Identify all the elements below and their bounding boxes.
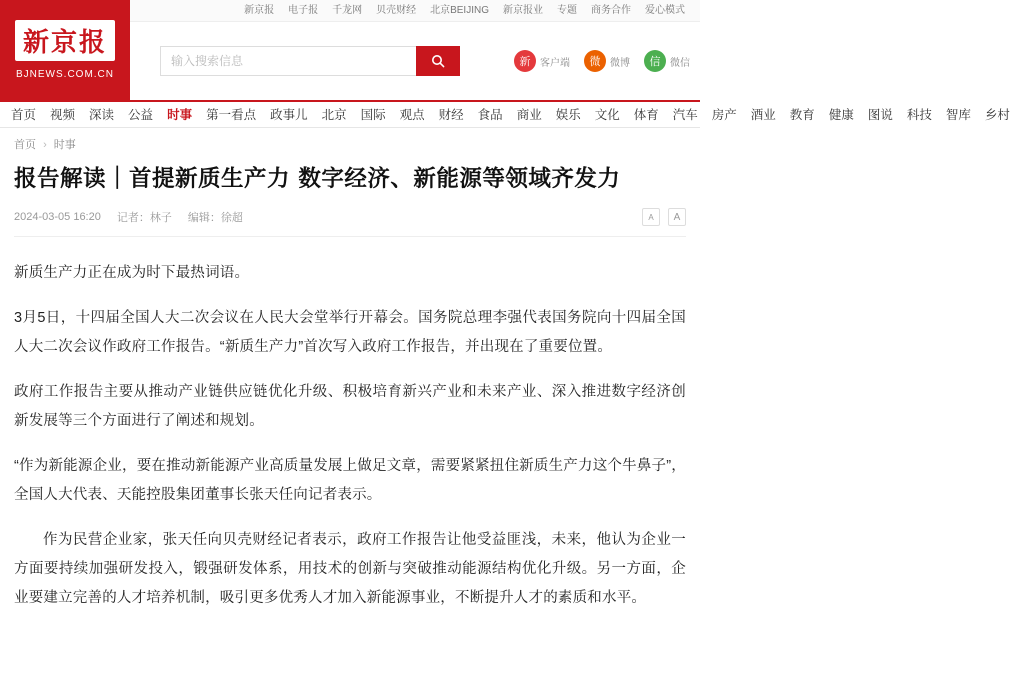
article-date: 2024-03-05 16:20	[14, 211, 101, 224]
breadcrumb-separator: ›	[43, 139, 47, 151]
article-author: 记者：林子	[116, 212, 172, 225]
article	[0, 164, 700, 613]
social-item-1[interactable]	[584, 50, 630, 72]
breadcrumb	[0, 128, 700, 152]
top-link-3[interactable]: 贝壳财经	[376, 4, 417, 16]
search-icon	[431, 54, 445, 68]
article-editor: 编辑：徐超	[187, 212, 243, 225]
social-badge-icon: 微	[584, 50, 606, 72]
nav-item-5[interactable]: 第一看点	[206, 107, 257, 122]
nav-item-16[interactable]: 汽车	[672, 107, 698, 122]
font-size-decrease-button[interactable]: A	[642, 208, 660, 226]
font-size-controls	[642, 208, 686, 226]
top-link-0[interactable]: 新京报	[244, 4, 275, 16]
top-link-6[interactable]: 专题	[557, 4, 577, 16]
nav-item-13[interactable]: 娱乐	[555, 107, 581, 122]
nav-item-23[interactable]: 智库	[945, 107, 971, 122]
nav-item-24[interactable]: 乡村	[984, 107, 1010, 122]
article-paragraph-3: “作为新能源企业，要在推动新能源产业高质量发展上做足文章，需要紧紧扭住新质生产力这个牛鼻子”，全国人大代表、天能控股集团董事长张天任向记者表示。	[14, 458, 686, 504]
site-logo[interactable]	[0, 0, 130, 100]
article-paragraph-1: 3月5日，十四届全国人大二次会议在人民大会堂举行开幕会。国务院总理李强代表国务院向十四届全国人大二次会议作政府工作报告。“新质生产力”首次写入政府工作报告，并出现在了重要位置。	[14, 310, 686, 356]
main-nav	[0, 100, 1010, 128]
site-logo-text: 新京报	[15, 20, 115, 61]
top-link-5[interactable]: 新京报业	[503, 4, 543, 16]
article-paragraph-4: 作为民营企业家，张天任向贝壳财经记者表示，政府工作报告让他受益匪浅，未来，他认为企业一方面要持续加强研发投入，锻强研发体系，用技术的创新与突破推动能源结构优化升级。另一方面，企业要建立完善的人才培养机制，吸引更多优秀人才加入新能源事业，不断提升人才的素质和水平。	[14, 532, 686, 607]
article-meta	[14, 208, 686, 237]
page-title: 报告解读｜首提新质生产力 数字经济、新能源等领域齐发力	[14, 166, 621, 192]
site-logo-url: BJNEWS.COM.CN	[16, 69, 114, 80]
nav-item-0[interactable]: 首页	[11, 107, 37, 122]
search-box[interactable]	[160, 46, 460, 76]
nav-item-1[interactable]: 视频	[50, 107, 76, 122]
article-body	[14, 237, 686, 613]
top-link-4[interactable]: 北京BEIJING	[430, 4, 489, 16]
top-link-1[interactable]: 电子报	[288, 4, 319, 16]
nav-item-9[interactable]: 观点	[399, 107, 425, 122]
nav-item-11[interactable]: 食品	[477, 107, 503, 122]
font-size-increase-button[interactable]: A	[668, 208, 686, 226]
article-paragraph-0: 新质生产力正在成为时下最热词语。	[14, 265, 250, 282]
nav-item-4[interactable]: 时事	[167, 107, 193, 122]
social-item-0[interactable]	[514, 50, 570, 72]
social-item-2[interactable]	[644, 50, 690, 72]
top-link-2[interactable]: 千龙网	[332, 4, 363, 16]
search-button[interactable]	[416, 46, 460, 76]
nav-item-2[interactable]: 深读	[89, 107, 115, 122]
breadcrumb-home[interactable]: 首页	[14, 139, 36, 151]
nav-item-21[interactable]: 图说	[867, 107, 893, 122]
nav-item-18[interactable]: 酒业	[750, 107, 776, 122]
nav-item-3[interactable]: 公益	[128, 107, 154, 122]
social-badge-icon: 信	[644, 50, 666, 72]
nav-item-10[interactable]: 财经	[438, 107, 464, 122]
nav-item-22[interactable]: 科技	[906, 107, 932, 122]
nav-item-8[interactable]: 国际	[360, 107, 386, 122]
nav-item-15[interactable]: 体育	[633, 107, 659, 122]
masthead	[130, 22, 700, 100]
social-label: 微信	[670, 57, 690, 69]
social-badge-icon: 新	[514, 50, 536, 72]
nav-item-17[interactable]: 房产	[711, 107, 737, 122]
nav-item-14[interactable]: 文化	[594, 107, 620, 122]
article-paragraph-2: 政府工作报告主要从推动产业链供应链优化升级、积极培育新兴产业和未来产业、深入推进数字经济创新发展等三个方面进行了阐述和规划。	[14, 384, 686, 430]
social-label: 微博	[610, 57, 630, 69]
nav-item-7[interactable]: 北京	[321, 107, 347, 122]
nav-item-6[interactable]: 政事儿	[270, 107, 308, 122]
breadcrumb-current[interactable]: 时事	[53, 139, 76, 151]
nav-item-19[interactable]: 教育	[789, 107, 815, 122]
top-link-8[interactable]: 爱心模式	[645, 4, 685, 16]
social-label: 客户端	[540, 57, 570, 69]
top-link-7[interactable]: 商务合作	[591, 4, 631, 16]
social-links	[514, 50, 690, 72]
nav-item-12[interactable]: 商业	[516, 107, 542, 122]
nav-item-20[interactable]: 健康	[828, 107, 854, 122]
top-utility-bar	[130, 0, 700, 22]
search-input[interactable]	[160, 46, 416, 76]
